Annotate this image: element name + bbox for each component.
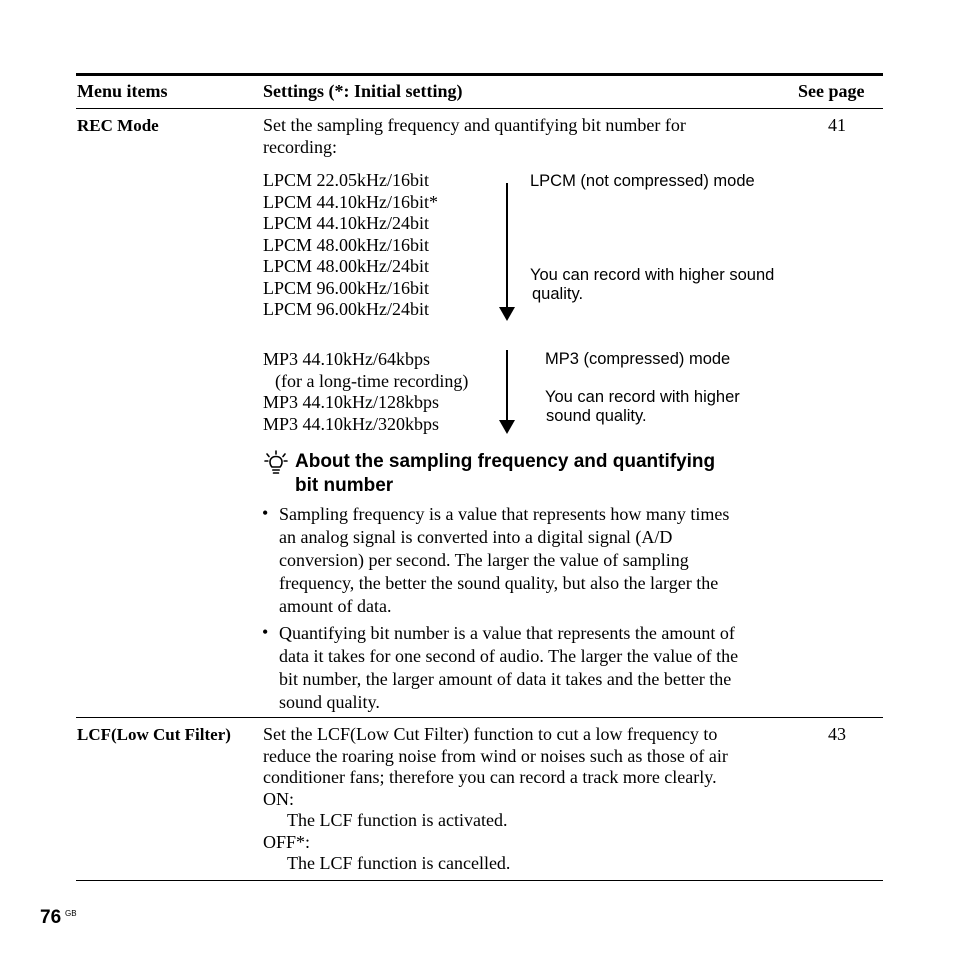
table-bottom-rule bbox=[76, 880, 883, 881]
lpcm-note-top: LPCM (not compressed) mode bbox=[530, 172, 755, 190]
tip-bullet bbox=[262, 503, 802, 619]
header-menu-items: Menu items bbox=[77, 81, 168, 101]
header-rule bbox=[76, 108, 883, 109]
header-settings: Settings (*: Initial setting) bbox=[263, 81, 463, 101]
mp3-note-top: MP3 (compressed) mode bbox=[545, 350, 731, 368]
lcf-off-text: The LCF function is cancelled. bbox=[287, 853, 511, 873]
list-item: MP3 44.10kHz/64kbps bbox=[263, 349, 431, 369]
table-top-rule bbox=[76, 73, 883, 76]
mp3-arrow-down-icon bbox=[499, 420, 515, 434]
rec-mode-label: REC Mode bbox=[77, 116, 159, 135]
list-item: LPCM 48.00kHz/16bit bbox=[263, 234, 430, 255]
mp3-arrow-shaft bbox=[506, 350, 508, 422]
lightbulb-icon bbox=[264, 450, 288, 476]
mp3-options-list bbox=[263, 349, 468, 435]
lcf-page: 43 bbox=[828, 724, 846, 744]
bullet-text: Sampling frequency is a value that represents how many times an analog signal is converted into a digital signal (A/D conversion) per second. The larger the value of sampling frequency, the better the sound quality, but also the larger the amount of data. bbox=[279, 504, 730, 616]
bullet-mark: • bbox=[262, 622, 269, 642]
lcf-on-text: The LCF function is activated. bbox=[287, 810, 508, 830]
bullet-mark: • bbox=[262, 503, 269, 523]
list-item: LPCM 48.00kHz/24bit bbox=[263, 256, 430, 276]
bullet-text: Quantifying bit number is a value that represents the amount of data it takes for one second of audio. The larger the value of the bit number, the larger amount of data it takes and the better the sound quality. bbox=[279, 623, 739, 712]
lpcm-arrow-shaft bbox=[506, 183, 508, 309]
page-region: GB bbox=[65, 909, 77, 918]
list-item: (for a long-time recording) bbox=[275, 370, 469, 391]
row-divider bbox=[76, 717, 883, 718]
lcf-on-label: ON: bbox=[263, 788, 294, 809]
list-item: LPCM 44.10kHz/16bit* bbox=[263, 191, 439, 212]
lpcm-note-bottom: You can record with higher sound quality. bbox=[530, 266, 775, 303]
page-number: 76 bbox=[40, 907, 62, 928]
list-item: LPCM 22.05kHz/16bit bbox=[263, 170, 430, 190]
lcf-off-label: OFF*: bbox=[263, 831, 311, 852]
lpcm-options-list bbox=[263, 170, 438, 321]
lcf-label: LCF(Low Cut Filter) bbox=[77, 725, 231, 744]
lpcm-arrow-down-icon bbox=[499, 307, 515, 321]
lcf-description: Set the LCF(Low Cut Filter) function to cut a low frequency to reduce the roaring noise from wind or noises such as those of air conditioner fans; therefore you can record a track more clearly. ON: The LCF function is activated. OFF*: The LCF function is cancelled. bbox=[263, 724, 728, 873]
rec-mode-description: Set the sampling frequency and quantifying bit number for recording: bbox=[263, 115, 686, 157]
list-item: MP3 44.10kHz/320kbps bbox=[263, 413, 440, 434]
mp3-note-bottom: You can record with higher sound quality. bbox=[545, 388, 740, 425]
tip-title: About the sampling frequency and quantifying bit number bbox=[295, 451, 716, 496]
list-item: MP3 44.10kHz/128kbps bbox=[263, 392, 440, 412]
list-item: LPCM 96.00kHz/24bit bbox=[263, 299, 430, 319]
list-item: LPCM 44.10kHz/24bit bbox=[263, 213, 430, 233]
tip-bullet bbox=[262, 622, 802, 716]
list-item: LPCM 96.00kHz/16bit bbox=[263, 277, 430, 298]
rec-mode-page: 41 bbox=[828, 115, 846, 135]
header-see-page: See page bbox=[798, 81, 865, 101]
